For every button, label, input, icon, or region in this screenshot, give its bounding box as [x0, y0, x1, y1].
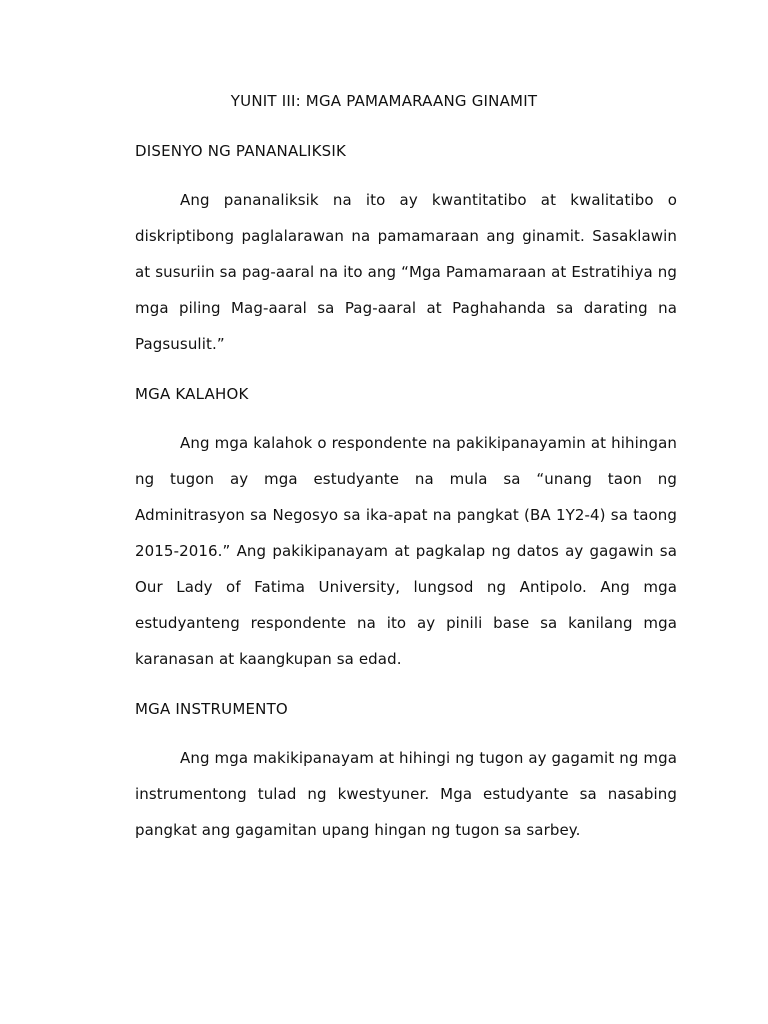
- section-body-disenyo: Ang pananaliksik na ito ay kwantitatibo at kwalitatibo o diskriptibong paglalarawan na pamamaraan ang ginamit. Sasaklawin at susuriin sa pag-aaral na ito ang “Mga Pamamaraan at Estratihiya ng mga piling Mag-aaral sa Pag-aaral at Paghahanda sa darating na Pagsusulit.”: [135, 191, 677, 353]
- section-body-kalahok: Ang mga kalahok o respondente na pakikipanayamin at hihingan ng tugon ay mga estudyante na mula sa “unang taon ng Adminitrasyon sa Negosyo sa ika-apat na pangkat (BA 1Y2-4) sa taong 2015-2016.” Ang pakikipanayam at pagkalap ng datos ay gagawin sa Our Lady of Fatima University, lungsod ng Antipolo. Ang mga estudyanteng respondente na ito ay pinili base sa kanilang mga karanasan at kaangkupan sa edad.: [135, 434, 677, 668]
- section-heading-disenyo: DISENYO NG PANANALIKSIK: [135, 142, 347, 160]
- section-body-instrumento: Ang mga makikipanayam at hihingi ng tugon ay gagamit ng mga instrumentong tulad ng kwestyuner. Mga estudyante sa nasabing pangkat ang gagamitan upang hingan ng tugon sa sarbey.: [135, 749, 677, 839]
- section-heading-instrumento: MGA INSTRUMENTO: [135, 700, 288, 718]
- document-title: YUNIT III: MGA PAMAMARAANG GINAMIT: [230, 92, 538, 110]
- section-heading-kalahok: MGA KALAHOK: [135, 385, 249, 403]
